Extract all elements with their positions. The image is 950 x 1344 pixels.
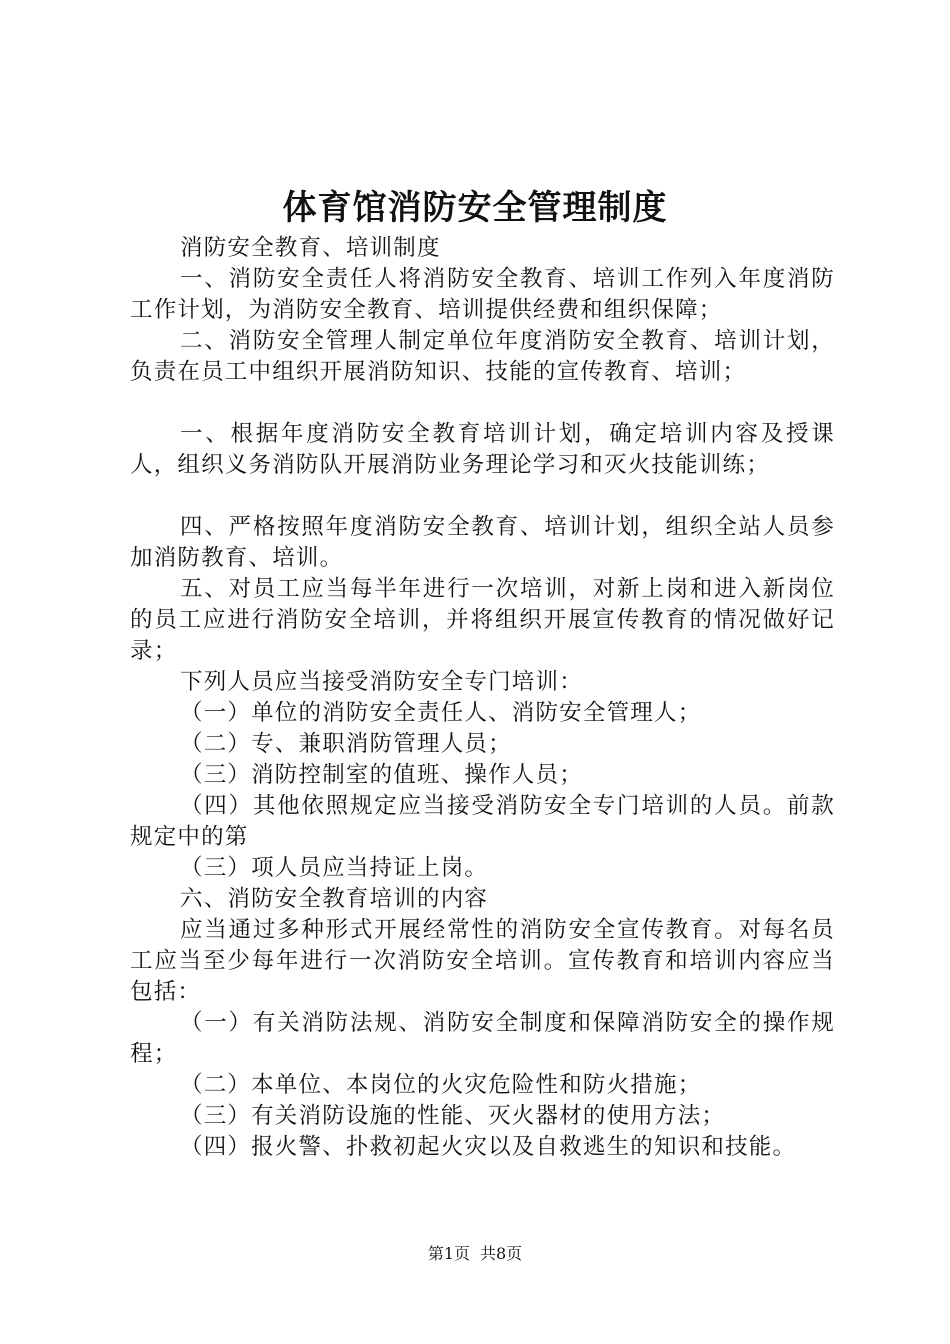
page-number: 第1页 xyxy=(427,1244,470,1263)
paragraph: 二、消防安全管理人制定单位年度消防安全教育、培训计划，负责在员工中组织开展消防知识、技能的宣传教育、培训； xyxy=(130,328,835,385)
paragraph-heading: 消防安全教育、培训制度 xyxy=(180,235,441,261)
list-item: （一）单位的消防安全责任人、消防安全管理人； xyxy=(180,700,702,726)
paragraph-spacer xyxy=(130,388,835,419)
list-item: （三）有关消防设施的性能、灭火器材的使用方法； xyxy=(180,1103,726,1129)
list-item: （一）有关消防法规、消防安全制度和保障消防安全的操作规程； xyxy=(130,1010,835,1067)
paragraph: 一、根据年度消防安全教育培训计划，确定培训内容及授课人，组织义务消防队开展消防业务理论学习和灭火技能训练； xyxy=(130,421,835,478)
paragraph: 应当通过多种形式开展经常性的消防安全宣传教育。对每名员工应当至少每年进行一次消防安全培训。宣传教育和培训内容应当包括： xyxy=(130,917,835,1005)
page-footer xyxy=(0,1243,950,1265)
paragraph: 下列人员应当接受消防安全专门培训： xyxy=(180,669,583,695)
list-item: （二）本单位、本岗位的火灾危险性和防火措施； xyxy=(180,1072,702,1098)
list-item: （三）消防控制室的值班、操作人员； xyxy=(180,762,583,788)
list-item: （二）专、兼职消防管理人员； xyxy=(180,731,512,757)
list-item: （四）报火警、扑救初起火灾以及自救逃生的知识和技能。 xyxy=(180,1134,797,1160)
page-total: 共8页 xyxy=(480,1244,523,1263)
paragraph-spacer xyxy=(130,481,835,512)
paragraph: 一、消防安全责任人将消防安全教育、培训工作列入年度消防工作计划，为消防安全教育、培训提供经费和组织保障； xyxy=(130,266,835,323)
document-title: 体育馆消防安全管理制度 xyxy=(282,188,668,228)
list-item: （四）其他依照规定应当接受消防安全专门培训的人员。前款规定中的第 xyxy=(130,793,835,850)
list-item: （三）项人员应当持证上岗。 xyxy=(180,855,489,881)
document-body xyxy=(130,233,835,1163)
paragraph-heading: 六、消防安全教育培训的内容 xyxy=(180,886,489,912)
paragraph: 四、严格按照年度消防安全教育、培训计划，组织全站人员参加消防教育、培训。 xyxy=(130,514,835,571)
paragraph: 五、对员工应当每半年进行一次培训，对新上岗和进入新岗位的员工应进行消防安全培训，并将组织开展宣传教育的情况做好记录； xyxy=(130,576,835,664)
